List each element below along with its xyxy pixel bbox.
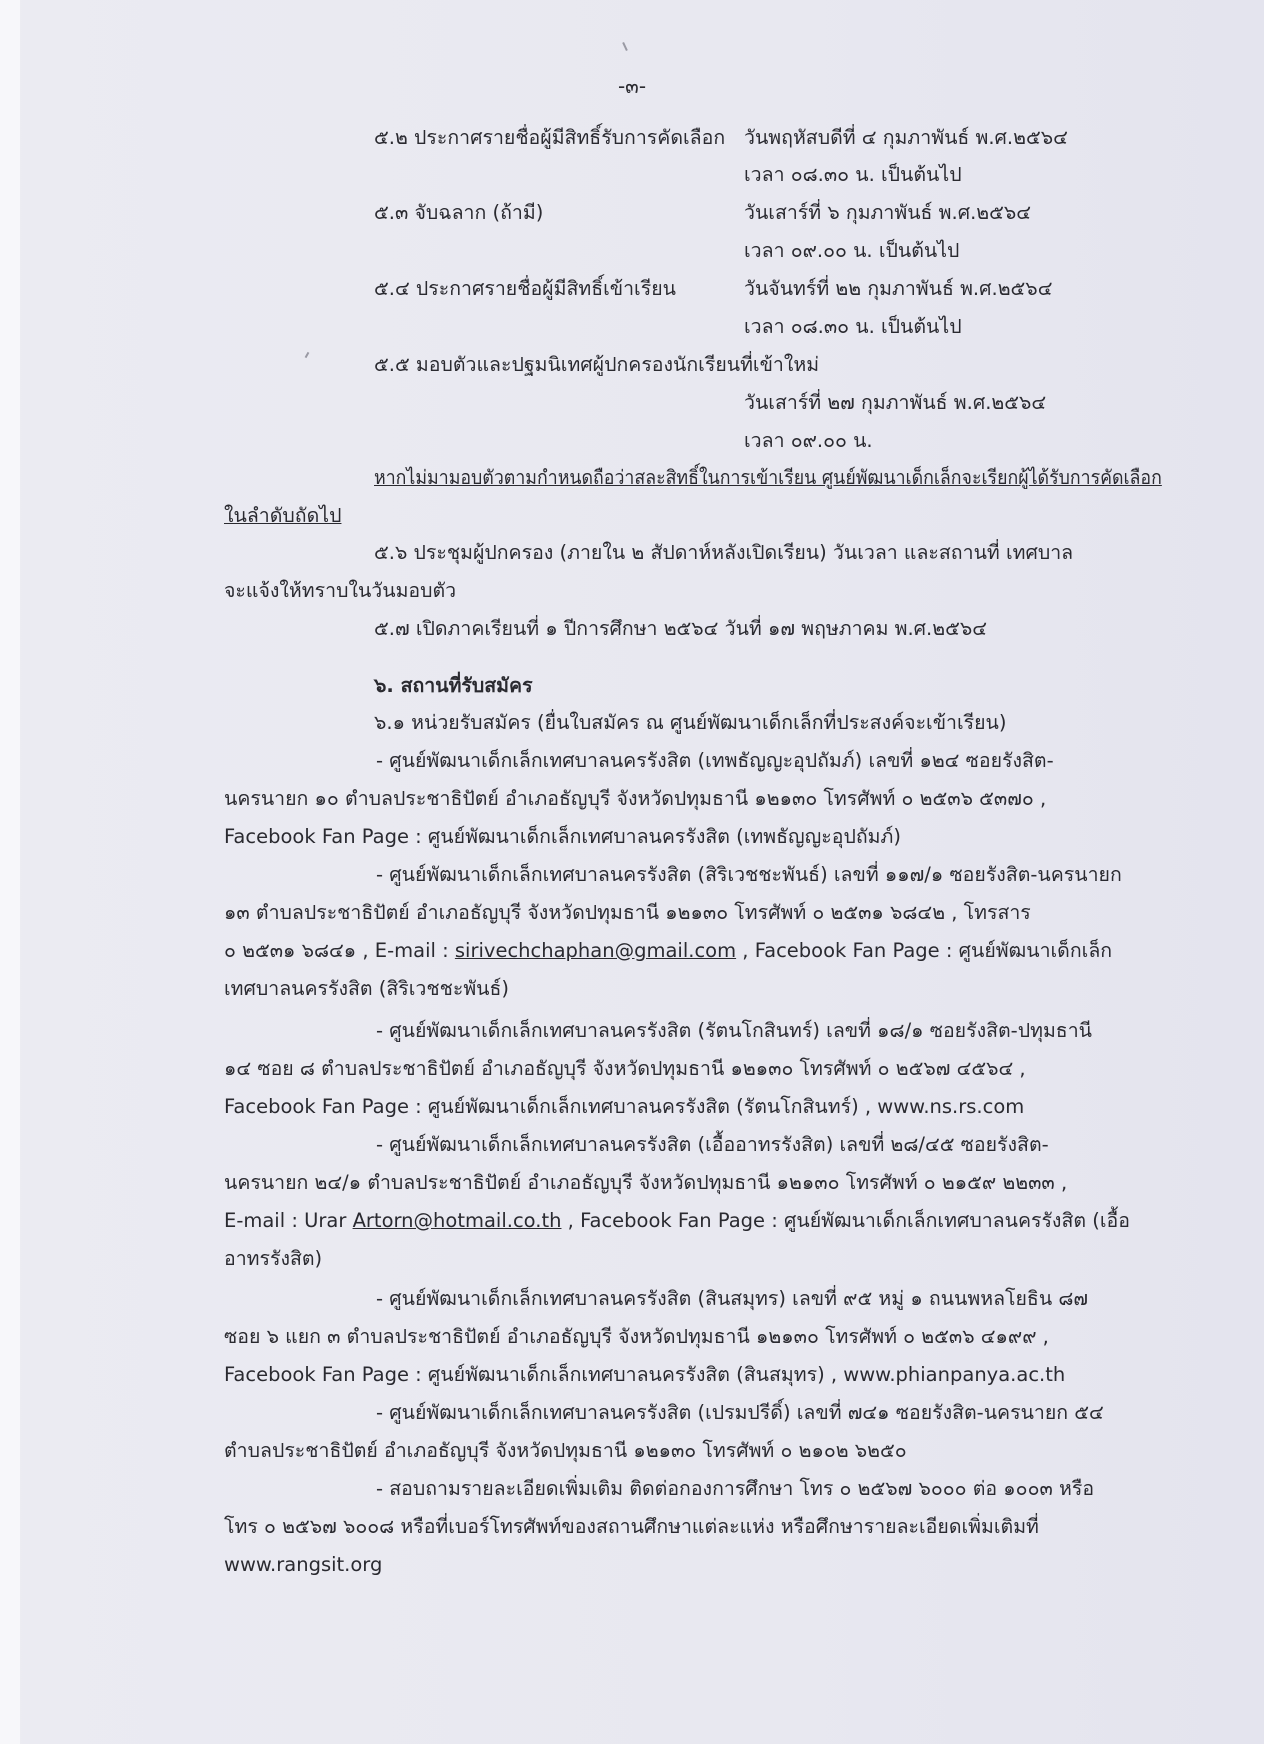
- center-2-email-link[interactable]: sirivechchaphan@gmail.com: [454, 939, 737, 962]
- forfeit-warning-cont: ในลำดับถัดไป: [224, 504, 342, 527]
- scan-mark: [305, 352, 310, 358]
- item-6-1: ๖.๑ หน่วยรับสมัคร (ยื่นใบสมัคร ณ ศูนย์พัฒนาเด็กเล็กที่ประสงค์จะเข้าเรียน): [374, 711, 1007, 734]
- center-5-facebook: Facebook Fan Page : ศูนย์พัฒนาเด็กเล็กเทศบาลนครรังสิต (สินสมุทร) , www.phianpanya.ac.th: [224, 1363, 1066, 1386]
- center-3: - ศูนย์พัฒนาเด็กเล็กเทศบาลนครรังสิต (รัตนโกสินทร์) เลขที่ ๑๘/๑ ซอยรังสิต-ปทุมธานี: [376, 1019, 1092, 1042]
- item-5-5-time: เวลา ๐๙.๐๐ น.: [744, 429, 873, 452]
- center-4-email-label: E-mail : Urar: [224, 1209, 353, 1232]
- center-2-address: ๑๓ ตำบลประชาธิปัตย์ อำเภอธัญบุรี จังหวัดปทุมธานี ๑๒๑๓๐ โทรศัพท์ ๐ ๒๕๓๑ ๖๘๔๒ , โทรสาร: [224, 901, 1031, 924]
- forfeit-warning: หากไม่มามอบตัวตามกำหนดถือว่าสละสิทธิ์ในการเข้าเรียน ศูนย์พัฒนาเด็กเล็กจะเรียกผู้ได้รับการคัดเลือก: [374, 466, 1162, 489]
- item-5-4-date: วันจันทร์ที่ ๒๒ กุมภาพันธ์ พ.ศ.๒๕๖๔: [744, 277, 1053, 300]
- center-4-contact: [224, 1206, 1130, 1236]
- item-5-2-label: ๕.๒ ประกาศรายชื่อผู้มีสิทธิ์รับการคัดเลือก: [374, 126, 726, 149]
- item-5-2-date: วันพฤหัสบดีที่ ๔ กุมภาพันธ์ พ.ศ.๒๕๖๔: [744, 126, 1068, 149]
- item-5-4-time: เวลา ๐๘.๓๐ น. เป็นต้นไป: [744, 315, 962, 338]
- center-4-address: นครนายก ๒๔/๑ ตำบลประชาธิปัตย์ อำเภอธัญบุรี จังหวัดปทุมธานี ๑๒๑๓๐ โทรศัพท์ ๐ ๒๑๕๙ ๒๒๓๓ ,: [224, 1171, 1068, 1194]
- center-3-address: ๑๔ ซอย ๘ ตำบลประชาธิปัตย์ อำเภอธัญบุรี จังหวัดปทุมธานี ๑๒๑๓๐ โทรศัพท์ ๐ ๒๕๖๗ ๔๕๖๔ ,: [224, 1057, 1026, 1080]
- item-5-3-date: วันเสาร์ที่ ๖ กุมภาพันธ์ พ.ศ.๒๕๖๔: [744, 201, 1032, 224]
- item-5-3-label: ๕.๓ จับฉลาก (ถ้ามี): [374, 201, 544, 224]
- center-3-facebook: Facebook Fan Page : ศูนย์พัฒนาเด็กเล็กเทศบาลนครรังสิต (รัตนโกสินทร์) , www.ns.rs.com: [224, 1095, 1025, 1118]
- scan-mark: [622, 42, 628, 51]
- item-5-6-cont: จะแจ้งให้ทราบในวันมอบตัว: [224, 579, 457, 602]
- inquiry-cont: โทร ๐ ๒๕๖๗ ๖๐๐๘ หรือที่เบอร์โทรศัพท์ของสถานศึกษาแต่ละแห่ง หรือศึกษารายละเอียดเพิ่มเติมที่: [224, 1515, 1039, 1538]
- center-5: - ศูนย์พัฒนาเด็กเล็กเทศบาลนครรังสิต (สินสมุทร) เลขที่ ๙๕ หมู่ ๑ ถนนพหลโยธิน ๘๗: [376, 1287, 1089, 1310]
- center-2-contact: [224, 936, 1112, 966]
- scan-edge: [0, 0, 20, 1744]
- center-4-email-link[interactable]: Artorn@hotmail.co.th: [352, 1209, 562, 1232]
- center-5-address: ซอย ๖ แยก ๓ ตำบลประชาธิปัตย์ อำเภอธัญบุรี จังหวัดปทุมธานี ๑๒๑๓๐ โทรศัพท์ ๐ ๒๕๓๖ ๔๑๙๙ ,: [224, 1325, 1049, 1348]
- center-4: - ศูนย์พัฒนาเด็กเล็กเทศบาลนครรังสิต (เอื้ออาทรรังสิต) เลขที่ ๒๘/๔๕ ซอยรังสิต-: [376, 1133, 1049, 1156]
- inquiry: - สอบถามรายละเอียดเพิ่มเติม ติดต่อกองการศึกษา โทร ๐ ๒๕๖๗ ๖๐๐๐ ต่อ ๑๐๐๓ หรือ: [376, 1477, 1095, 1500]
- center-1-facebook: Facebook Fan Page : ศูนย์พัฒนาเด็กเล็กเทศบาลนครรังสิต (เทพธัญญะอุปถัมภ์): [224, 825, 901, 848]
- center-6-address: ตำบลประชาธิปัตย์ อำเภอธัญบุรี จังหวัดปทุมธานี ๑๒๑๓๐ โทรศัพท์ ๐ ๒๑๐๒ ๖๒๕๐: [224, 1439, 907, 1462]
- section-6-heading: ๖. สถานที่รับสมัคร: [374, 674, 533, 697]
- center-1-address: นครนายก ๑๐ ตำบลประชาธิปัตย์ อำเภอธัญบุรี จังหวัดปทุมธานี ๑๒๑๓๐ โทรศัพท์ ๐ ๒๕๓๖ ๕๓๗๐ ,: [224, 787, 1047, 810]
- center-4-facebook: , Facebook Fan Page : ศูนย์พัฒนาเด็กเล็กเทศบาลนครรังสิต (เอื้อ: [561, 1209, 1130, 1232]
- item-5-2-time: เวลา ๐๘.๓๐ น. เป็นต้นไป: [744, 163, 962, 186]
- center-2-facebook-cont: เทศบาลนครรังสิต (สิริเวชชะพันธ์): [224, 977, 510, 1000]
- center-6: - ศูนย์พัฒนาเด็กเล็กเทศบาลนครรังสิต (เปรมปรีดิ์) เลขที่ ๗๔๑ ซอยรังสิต-นครนายก ๕๔: [376, 1401, 1104, 1424]
- center-4-facebook-cont: อาทรรังสิต): [224, 1247, 323, 1270]
- item-5-4-label: ๕.๔ ประกาศรายชื่อผู้มีสิทธิ์เข้าเรียน: [374, 277, 676, 300]
- center-2-fax: ๐ ๒๕๓๑ ๖๘๔๑ , E-mail :: [224, 939, 455, 962]
- item-5-5-date: วันเสาร์ที่ ๒๗ กุมภาพันธ์ พ.ศ.๒๕๖๔: [744, 391, 1047, 414]
- item-5-3-time: เวลา ๐๙.๐๐ น. เป็นต้นไป: [744, 239, 960, 262]
- page-number: -๓-: [617, 74, 647, 98]
- item-5-7: ๕.๗ เปิดภาคเรียนที่ ๑ ปีการศึกษา ๒๕๖๔ วันที่ ๑๗ พฤษภาคม พ.ศ.๒๕๖๔: [374, 617, 988, 640]
- item-5-5-label: ๕.๕ มอบตัวและปฐมนิเทศผู้ปกครองนักเรียนที่เข้าใหม่: [374, 353, 820, 376]
- item-5-6: ๕.๖ ประชุมผู้ปกครอง (ภายใน ๒ สัปดาห์หลังเปิดเรียน) วันเวลา และสถานที่ เทศบาล: [374, 541, 1074, 564]
- center-2-facebook: , Facebook Fan Page : ศูนย์พัฒนาเด็กเล็ก: [736, 939, 1113, 962]
- center-2: - ศูนย์พัฒนาเด็กเล็กเทศบาลนครรังสิต (สิริเวชชะพันธ์) เลขที่ ๑๑๗/๑ ซอยรังสิต-นครนายก: [376, 863, 1122, 886]
- center-1: - ศูนย์พัฒนาเด็กเล็กเทศบาลนครรังสิต (เทพธัญญะอุปถัมภ์) เลขที่ ๑๒๔ ซอยรังสิต-: [376, 749, 1054, 772]
- website-link[interactable]: www.rangsit.org: [224, 1553, 383, 1576]
